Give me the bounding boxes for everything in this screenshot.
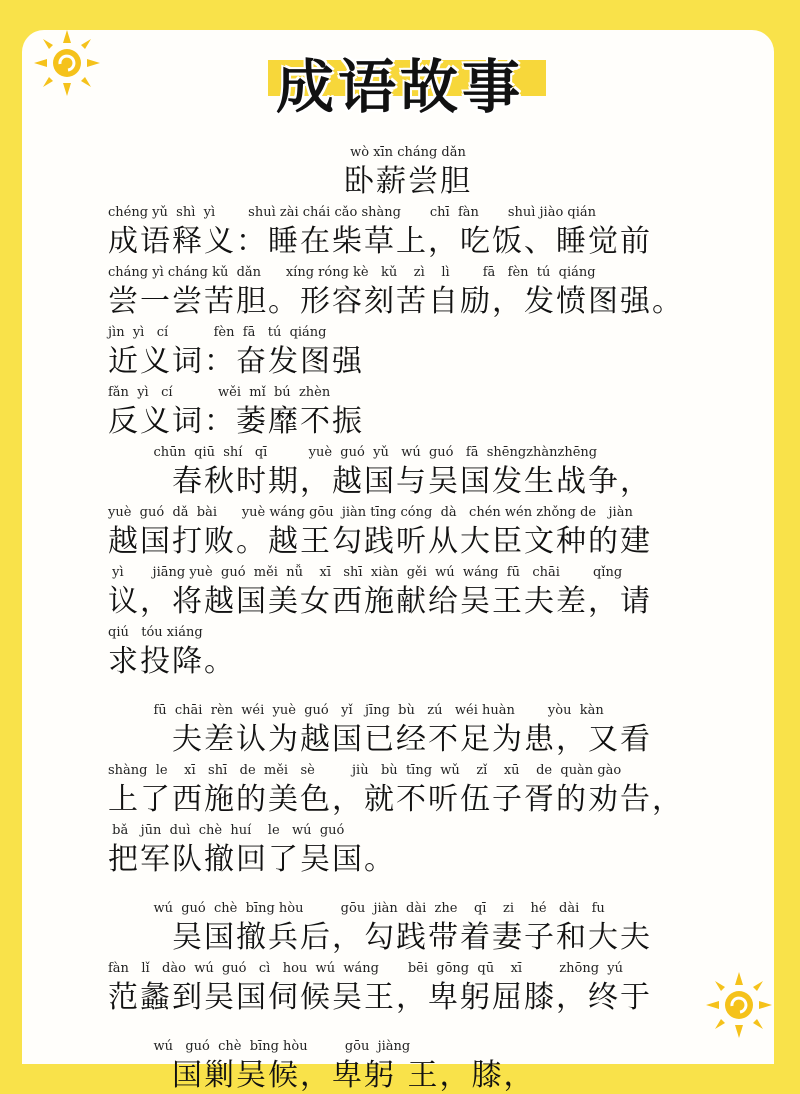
pinyin-line: bǎ jūn duì chè huí le wú guó	[108, 823, 345, 838]
sun-icon	[704, 970, 774, 1040]
text-line: 越国打败。越王勾践听从大臣文种的建	[108, 524, 652, 559]
pinyin-line: fàn lǐ dào wú guó cì hou wú wáng bēi gōng qū xī zhōng yú	[108, 961, 623, 976]
text-line: 尝一尝苦胆。形容刻苦自励，发愤图强。	[108, 284, 684, 319]
idiom-text: 卧薪尝胆	[344, 164, 472, 199]
paragraph-gap	[108, 680, 708, 698]
pinyin-line: fǎn yì cí wěi mǐ bú zhèn	[108, 385, 331, 400]
text-line: 范蠡到吴国伺候吴王，卑躬屈膝，终于	[108, 980, 652, 1015]
pinyin-line: yì jiāng yuè guó měi nǚ xī shī xiàn gěi wú wáng fū chāi qǐng	[108, 565, 623, 580]
pinyin-line: jìn yì cí fèn fā tú qiáng	[108, 325, 327, 340]
idiom-pinyin: wò xīn cháng dǎn	[350, 145, 466, 160]
text-line: 成语释义：睡在柴草上，吃饭、睡觉前	[108, 224, 652, 259]
story-content	[108, 140, 708, 1094]
text-line: 国剿吴候，卑躬 王，膝，	[108, 1058, 536, 1093]
page-title: 成语故事	[275, 53, 524, 121]
pinyin-line: chéng yǔ shì yì shuì zài chái cǎo shàng chī fàn shuì jiào qián	[108, 205, 597, 220]
pinyin-line: fū chāi rèn wéi yuè guó yǐ jīng bù zú wéi huàn yòu kàn	[108, 703, 604, 718]
text-line: 求投降。	[108, 644, 236, 679]
text-lines	[108, 200, 708, 1094]
pinyin-line: yuè guó dǎ bài yuè wáng gōu jiàn tīng cóng dà chén wén zhǒng de jiàn	[108, 505, 633, 520]
pinyin-line: wú guó chè bīng hòu gōu jiàng	[108, 1039, 411, 1054]
text-line: 把军队撤回了吴国。	[108, 842, 396, 877]
text-line: 反义词：萎靡不振	[108, 404, 364, 439]
paragraph-gap	[108, 1016, 708, 1034]
pinyin-line: chūn qiū shí qī yuè guó yǔ wú guó fā shēngzhànzhēng	[108, 445, 598, 460]
text-line: 议，将越国美女西施献给吴王夫差，请	[108, 584, 652, 619]
pinyin-line: wú guó chè bīng hòu gōu jiàn dài zhe qī zi hé dài fu	[108, 901, 605, 916]
pinyin-line: shàng le xī shī de měi sè jiù bù tīng wǔ zǐ xū de quàn gào	[108, 763, 622, 778]
pinyin-line: cháng yì cháng kǔ dǎn xíng róng kè kǔ zì lì fā fèn tú qiáng	[108, 265, 596, 280]
text-line: 吴国撤兵后，勾践带着妻子和大夫	[108, 920, 652, 955]
text-line: 上了西施的美色，就不听伍子胥的劝告，	[108, 782, 684, 817]
text-line: 春秋时期，越国与吴国发生战争，	[108, 464, 652, 499]
pinyin-line: qiú tóu xiáng	[108, 625, 203, 640]
text-line: 夫差认为越国已经不足为患，又看	[108, 722, 652, 757]
paragraph-gap	[108, 878, 708, 896]
title-area	[0, 40, 800, 124]
text-line: 近义词：奋发图强	[108, 344, 364, 379]
